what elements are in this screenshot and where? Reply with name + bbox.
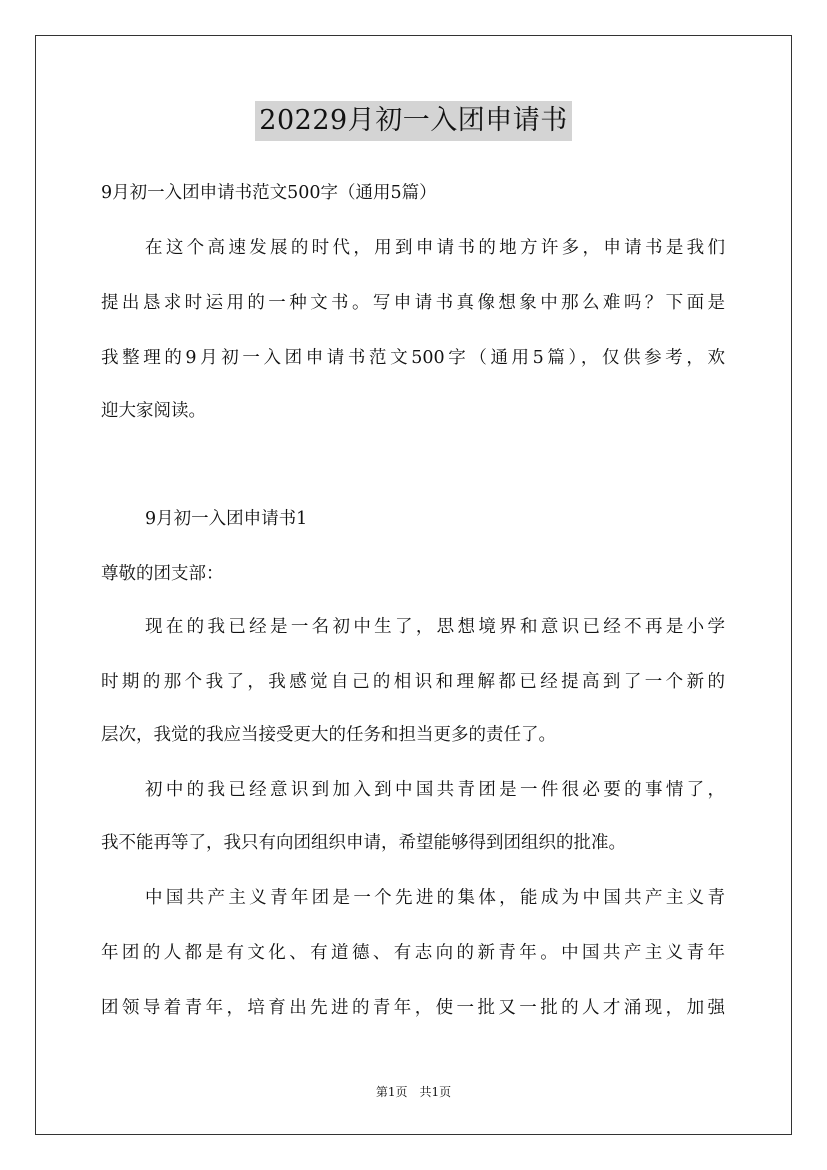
page-number-footer: 第1页 共1页 [375, 1085, 452, 1099]
paragraph-line: 年团的人都是有文化、有道德、有志向的新青年。中国共产主义青年 [101, 943, 725, 963]
document-subtitle: 9月初一入团申请书范文500字（通用5篇） [101, 183, 437, 203]
paragraph-line: 初中的我已经意识到加入到中国共青团是一件很必要的事情了， [145, 780, 725, 800]
salutation: 尊敬的团支部： [101, 564, 224, 584]
paragraph-line: 中国共产主义青年团是一个先进的集体，能成为中国共产主义青 [145, 888, 725, 908]
intro-line: 在这个高速发展的时代，用到申请书的地方许多，申请书是我们 [145, 238, 725, 258]
paragraph-line: 层次，我觉的我应当接受更大的任务和担当更多的责任了。 [101, 725, 556, 745]
title-container [0, 101, 827, 141]
section-heading: 9月初一入团申请书1 [145, 509, 308, 529]
paragraph-line: 我不能再等了，我只有向团组织申请，希望能够得到团组织的批准。 [101, 833, 626, 853]
paragraph-line: 现在的我已经是一名初中生了，思想境界和意识已经不再是小学 [145, 617, 725, 637]
intro-line: 迎大家阅读。 [101, 401, 206, 421]
intro-line: 提出恳求时运用的一种文书。写申请书真像想象中那么难吗？下面是 [101, 293, 725, 313]
document-title: 20229月初一入团申请书 [255, 101, 571, 141]
paragraph-line: 时期的那个我了，我感觉自己的相识和理解都已经提高到了一个新的 [101, 672, 725, 692]
paragraph-line: 团领导着青年，培育出先进的青年，使一批又一批的人才涌现，加强 [101, 998, 725, 1018]
intro-line: 我整理的9月初一入团申请书范文500字（通用5篇），仅供参考，欢 [101, 348, 725, 368]
